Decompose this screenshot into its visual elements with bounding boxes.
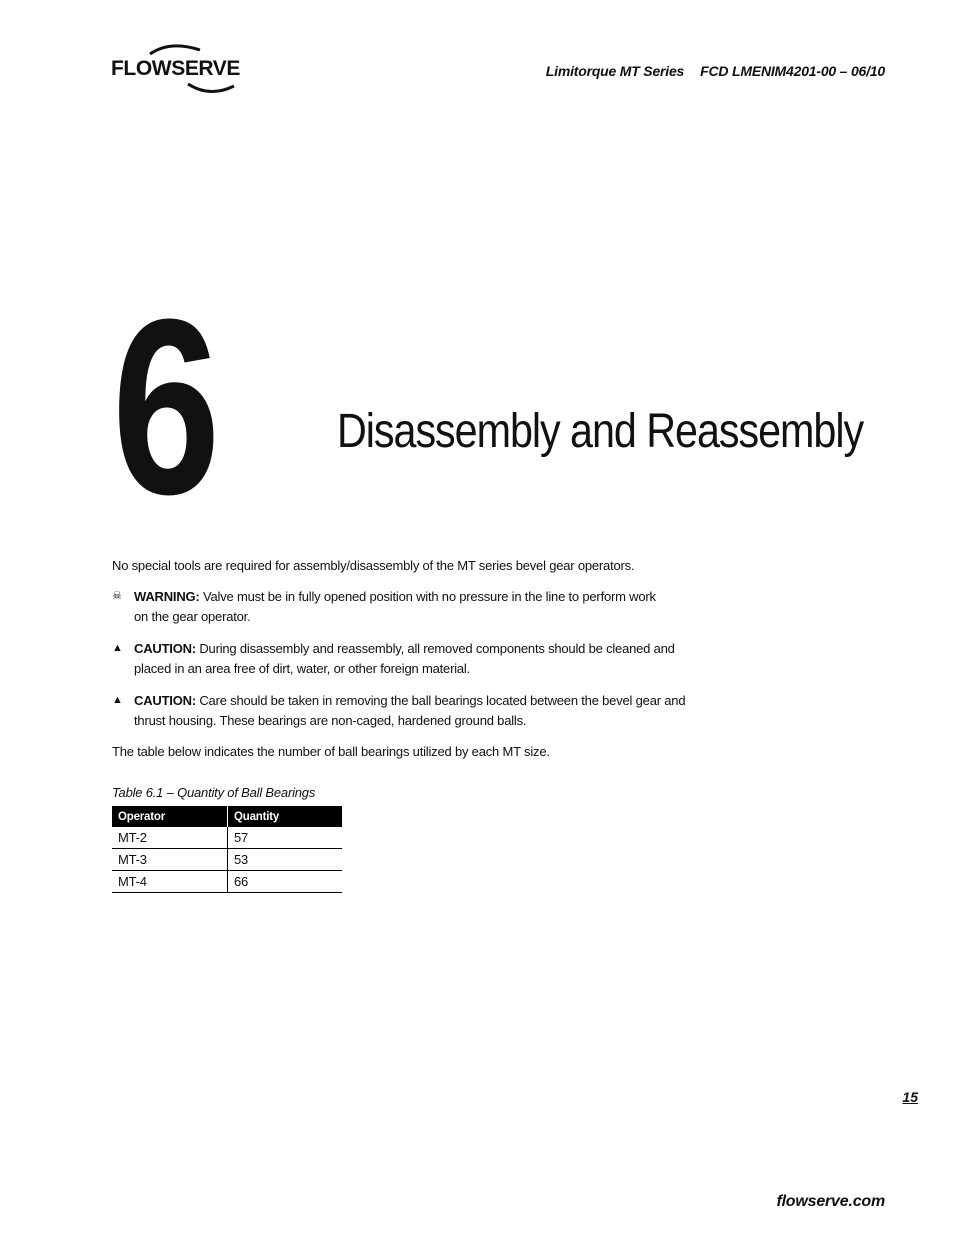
- note-text-line2: placed in an area free of dirt, water, or other foreign material.: [134, 661, 471, 676]
- logo-wordmark: FLOWSERVE: [111, 57, 241, 80]
- quantity-cell: 57: [228, 827, 343, 849]
- table-row: [112, 849, 342, 871]
- column-header-quantity: Quantity: [228, 806, 343, 827]
- table-header-row: [112, 806, 342, 827]
- table-intro-paragraph: The table below indicates the number of ball bearings utilized by each MT size.: [112, 744, 550, 759]
- note-text-line1: During disassembly and reassembly, all removed components should be cleaned and: [195, 641, 675, 656]
- operator-cell: MT-4: [112, 871, 228, 893]
- ball-bearings-table: [112, 806, 342, 893]
- operator-cell: MT-2: [112, 827, 228, 849]
- caution-note: [112, 639, 675, 679]
- table-caption: Table 6.1 – Quantity of Ball Bearings: [112, 785, 316, 800]
- note-text-line1: Valve must be in fully opened position with no pressure in the line to perform work: [199, 589, 656, 604]
- warning-triangle-icon: ▲: [112, 694, 123, 706]
- chapter-number: 6: [112, 267, 218, 546]
- warning-triangle-icon: ▲: [112, 642, 123, 654]
- page-number: 15: [902, 1089, 918, 1105]
- note-label: WARNING:: [134, 589, 200, 604]
- table-row: [112, 827, 342, 849]
- header-doc-code: FCD LMENIM4201-00 – 06/10: [700, 63, 885, 79]
- column-header-operator: Operator: [112, 806, 228, 827]
- skull-crossbones-icon: ☠: [112, 590, 122, 602]
- table-row: [112, 871, 342, 893]
- intro-paragraph: No special tools are required for assembly/disassembly of the MT series bevel gear operators.: [112, 558, 635, 573]
- note-text-line2: thrust housing. These bearings are non-caged, hardened ground balls.: [134, 713, 527, 728]
- note-text-line1: Care should be taken in removing the ball bearings located between the bevel gear and: [195, 693, 686, 708]
- note-text-line2: on the gear operator.: [134, 609, 251, 624]
- header-series: Limitorque MT Series: [545, 63, 685, 79]
- warning-note: [112, 587, 672, 627]
- note-label: CAUTION:: [134, 641, 196, 656]
- caution-note: [112, 691, 686, 731]
- quantity-cell: 53: [228, 849, 343, 871]
- note-label: CAUTION:: [134, 693, 196, 708]
- document-header: [546, 63, 885, 79]
- footer-website-link[interactable]: flowserve.com: [776, 1193, 885, 1210]
- chapter-title: Disassembly and Reassembly: [337, 405, 864, 458]
- flowserve-logo: [110, 42, 250, 98]
- operator-cell: MT-3: [112, 849, 228, 871]
- quantity-cell: 66: [228, 871, 343, 893]
